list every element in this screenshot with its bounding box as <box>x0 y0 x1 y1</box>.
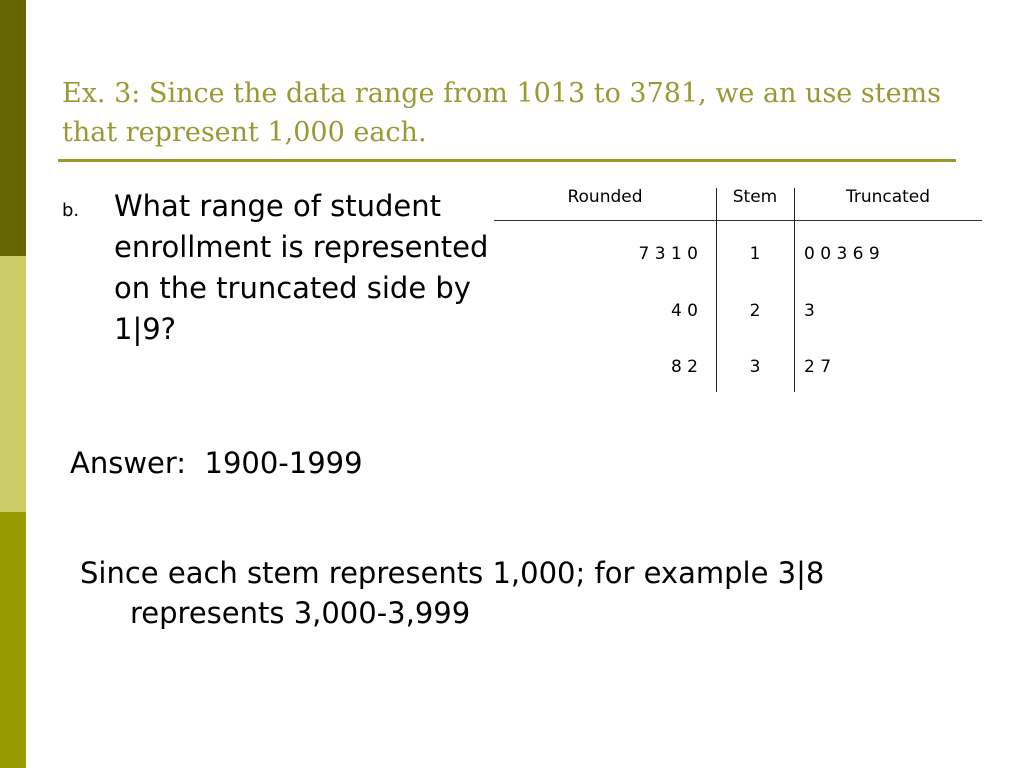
row-1-rounded-leaves: 7 3 1 0 <box>638 244 698 264</box>
side-bar-segment-middle <box>0 256 26 512</box>
decorative-side-bar <box>0 0 26 768</box>
header-rounded: Rounded <box>567 187 643 207</box>
row-2-stem: 2 <box>749 301 761 321</box>
row-1-truncated-leaves: 0 0 3 6 9 <box>804 244 880 264</box>
row-3-truncated-leaves: 2 7 <box>804 357 832 377</box>
header-truncated: Truncated <box>845 187 931 207</box>
side-bar-segment-top <box>0 0 26 256</box>
table-header-rule <box>494 220 982 221</box>
answer-text: Answer: 1900-1999 <box>70 446 363 480</box>
question-text: What range of student enrollment is represented on the truncated side by 1|9? <box>114 189 489 346</box>
row-2-rounded-leaves: 4 0 <box>670 301 698 321</box>
row-3-stem: 3 <box>749 357 761 377</box>
question-marker: b. <box>62 200 80 221</box>
row-1-stem: 1 <box>749 244 761 264</box>
table-column-divider-stem-truncated <box>794 188 795 392</box>
title-underline <box>58 159 956 162</box>
stem-and-leaf-table <box>494 180 982 394</box>
slide-title: Ex. 3: Since the data range from 1013 to 3781, we an use stems that represent 1,000 each. <box>62 78 942 148</box>
side-bar-segment-bottom <box>0 512 26 768</box>
row-2-truncated-leaves: 3 <box>804 301 815 321</box>
explanation-text: Since each stem represents 1,000; for example 3|8 represents 3,000-3,999 <box>80 556 825 630</box>
row-3-rounded-leaves: 8 2 <box>670 357 698 377</box>
header-stem: Stem <box>732 187 778 207</box>
